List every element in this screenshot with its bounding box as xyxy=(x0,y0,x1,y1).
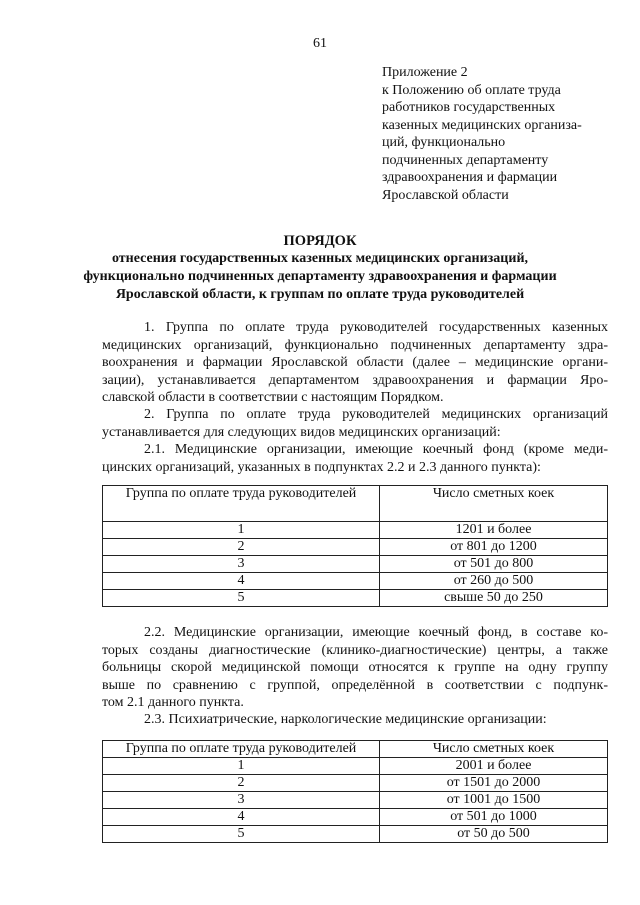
table-row xyxy=(103,792,608,809)
paragraph-line: славской области в соответствии с настоящим Порядком. xyxy=(102,390,444,405)
table-cell: свыше 50 до 250 xyxy=(380,590,608,607)
paragraph-line: воохранения и фармации Ярославской области (далее – медицинские органи- xyxy=(102,355,608,370)
appendix-line: Приложение 2 xyxy=(382,65,468,80)
table-row xyxy=(103,590,608,607)
appendix-line: подчиненных департаменту xyxy=(382,152,549,168)
table-header-row xyxy=(103,486,608,522)
paragraph-line: 2.2. Медицинские организации, имеющие коечный фонд, в составе ко- xyxy=(144,625,608,640)
paragraph-line: медицинских организаций, функционально подчиненных департаменту здра- xyxy=(102,337,608,353)
appendix-line: Ярославской области xyxy=(382,187,509,203)
table-cell: 5 xyxy=(103,826,380,843)
page-number: 61 xyxy=(313,36,327,51)
table-cell: 3 xyxy=(103,556,380,573)
table-cell: 2 xyxy=(103,775,380,792)
table-cell: от 801 до 1200 xyxy=(380,539,608,556)
paragraph-line: зации), устанавливается департаментом здравоохранения и фармации Яро- xyxy=(102,372,608,388)
paragraph-line: больницы скорой медицинской помощи относятся к группе на одну группу xyxy=(102,660,608,675)
paragraph-line: выше по сравнению с группой, определённой в соответствии с подпунк- xyxy=(102,677,608,693)
table-header-cell: Группа по оплате труда руководителей xyxy=(103,741,380,758)
table-cell: 4 xyxy=(103,573,380,590)
table-cell: от 1001 до 1500 xyxy=(380,792,608,809)
table-row xyxy=(103,809,608,826)
document-subtitle xyxy=(0,250,640,304)
table-row xyxy=(103,826,608,843)
paragraph-line: 2.3. Психиатрические, наркологические медицинские организации: xyxy=(144,712,547,727)
table-row xyxy=(103,775,608,792)
appendix-line: здравоохранения и фармации xyxy=(382,170,558,185)
table-cell: от 260 до 500 xyxy=(380,573,608,590)
paragraph-2-3 xyxy=(102,711,608,729)
table-cell: 2 xyxy=(103,539,380,556)
appendix-line: ций, функционально xyxy=(382,135,506,150)
appendix-note xyxy=(382,64,622,204)
paragraph-1 xyxy=(102,319,608,407)
appendix-line: работников государственных xyxy=(382,100,556,115)
table-row xyxy=(103,522,608,539)
table-cell: 1201 и более xyxy=(380,522,608,539)
beds-table-psychiatric xyxy=(102,740,608,843)
table-header-cell: Группа по оплате труда руководителей xyxy=(103,486,380,522)
table-cell: 1 xyxy=(103,758,380,775)
appendix-line: к Положению об оплате труда xyxy=(382,82,561,98)
paragraph-line: цинских организаций, указанных в подпунктах 2.2 и 2.3 данного пункта): xyxy=(102,459,541,475)
paragraph-line: 1. Группа по оплате труда руководителей государственных казенных xyxy=(144,320,608,335)
subtitle-line: отнесения государственных казенных медицинских организаций, xyxy=(111,251,529,266)
table-cell: от 501 до 1000 xyxy=(380,809,608,826)
table-cell: 1 xyxy=(103,522,380,539)
table-header-row xyxy=(103,741,608,758)
table-header-cell: Число сметных коек xyxy=(380,741,608,758)
paragraph-line: устанавливается для следующих видов медицинских организаций: xyxy=(102,424,501,440)
beds-table-general xyxy=(102,485,608,607)
table-cell: 2001 и более xyxy=(380,758,608,775)
table-cell: 3 xyxy=(103,792,380,809)
appendix-line: казенных медицинских организа- xyxy=(382,117,582,133)
table-row xyxy=(103,758,608,775)
table-row xyxy=(103,573,608,590)
paragraph-line: 2.1. Медицинские организации, имеющие коечный фонд (кроме меди- xyxy=(144,442,608,457)
paragraph-line: том 2.1 данного пункта. xyxy=(102,695,244,710)
table-cell: 5 xyxy=(103,590,380,607)
table-row xyxy=(103,556,608,573)
paragraph-2 xyxy=(102,406,608,441)
subtitle-line: Ярославской области, к группам по оплате труда руководителей xyxy=(115,287,525,302)
document-title: ПОРЯДОК xyxy=(283,233,357,249)
table-cell: от 50 до 500 xyxy=(380,826,608,843)
subtitle-line: функционально подчиненных департаменту здравоохранения и фармации xyxy=(83,269,557,284)
paragraph-line: 2. Группа по оплате труда руководителей медицинских организаций xyxy=(144,407,608,422)
paragraph-2-1 xyxy=(102,441,608,476)
paragraph-line: торых созданы диагностические (клинико-диагностические) центры, а также xyxy=(102,642,608,658)
table-row xyxy=(103,539,608,556)
table-header-cell: Число сметных коек xyxy=(380,486,608,522)
table-cell: от 501 до 800 xyxy=(380,556,608,573)
table-cell: 4 xyxy=(103,809,380,826)
table-cell: от 1501 до 2000 xyxy=(380,775,608,792)
paragraph-2-2 xyxy=(102,624,608,712)
